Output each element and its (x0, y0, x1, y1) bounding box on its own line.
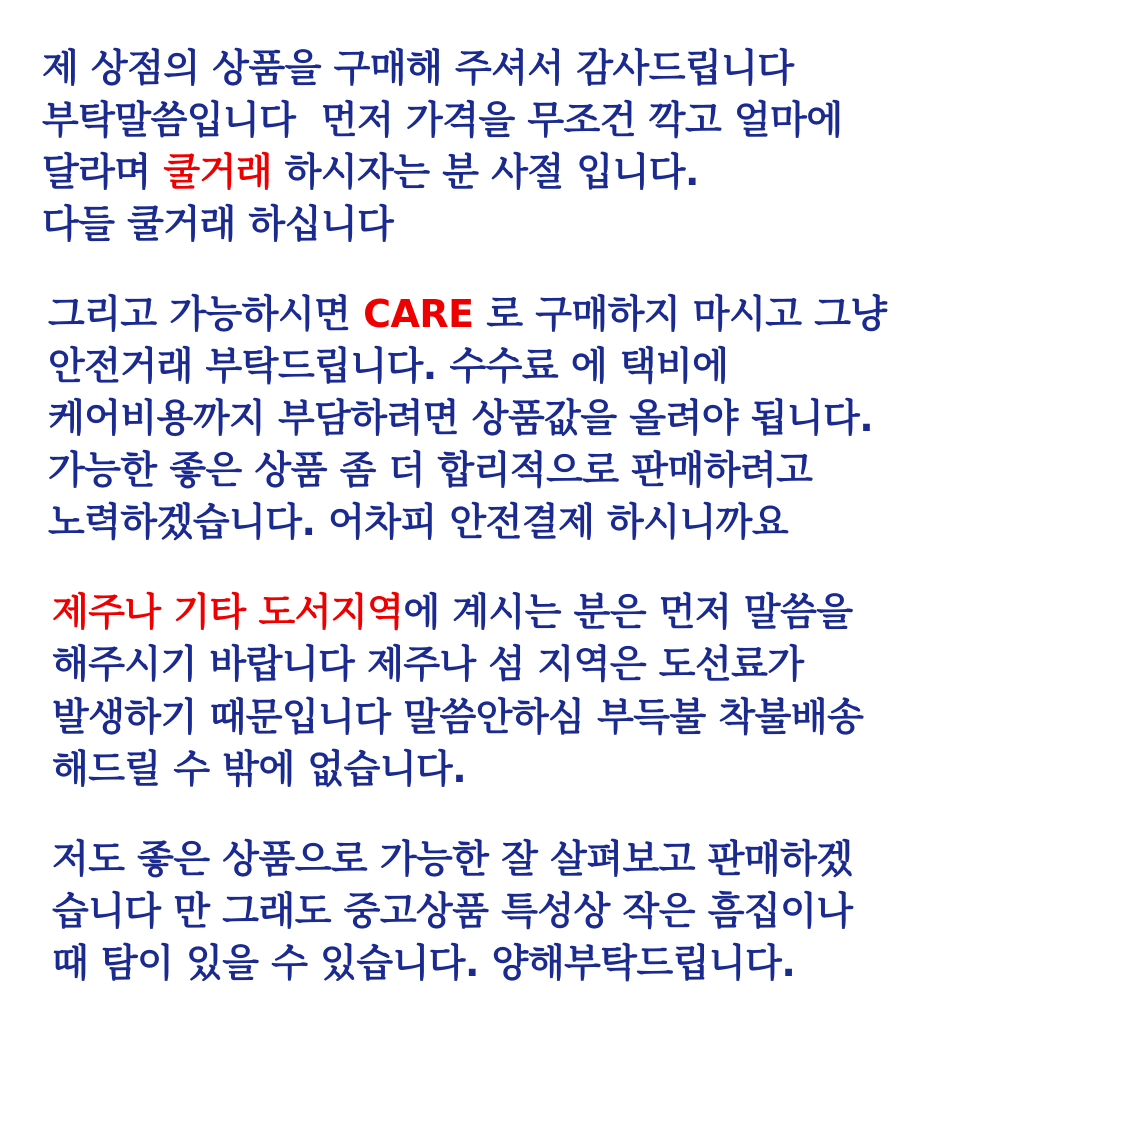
text-line (42, 392, 1085, 444)
text-segment: 부탁말씀입니다 먼저 가격을 무조건 깍고 얼마에 (42, 98, 843, 143)
text-segment: 해주시기 바랍니다 제주나 섬 지역은 도선료가 (52, 642, 804, 687)
highlighted-text: 쿨거래 (163, 150, 272, 195)
text-line (42, 288, 1085, 340)
text-segment: 달라며 (42, 150, 164, 195)
text-segment: 그리고 가능하시면 (48, 292, 364, 337)
text-segment: 노력하겠습니다. 어차피 안전결제 하시니까요 (48, 500, 789, 545)
text-segment: 안전거래 부탁드립니다. 수수료 에 택비에 (48, 344, 729, 389)
text-line (42, 94, 1085, 146)
text-segment: 해드릴 수 밖에 없습니다. (52, 746, 467, 791)
text-segment: 하시자는 분 사절 입니다. (271, 150, 699, 195)
paragraph (42, 833, 1085, 989)
text-segment: 발생하기 때문입니다 말씀안하심 부득불 착불배송 (52, 694, 864, 739)
text-segment: 제 상점의 상품을 구매해 주셔서 감사드립니다 (42, 46, 794, 90)
text-line (42, 743, 1085, 795)
text-line (42, 586, 1085, 638)
text-segment: 때 탐이 있을 수 있습니다. 양해부탁드립니다. (52, 940, 796, 985)
text-line (42, 198, 1085, 250)
text-line (42, 444, 1085, 496)
text-segment: 저도 좋은 상품으로 가능한 잘 살펴보고 판매하겠 (52, 836, 853, 881)
text-segment: 케어비용까지 부담하려면 상품값을 올려야 됩니다. (48, 396, 874, 441)
text-line (42, 937, 1085, 989)
highlighted-text: 제주나 기타 도서지역 (52, 590, 404, 635)
text-line (42, 638, 1085, 690)
text-line (42, 340, 1085, 392)
text-line (42, 496, 1085, 548)
text-segment: 에 계시는 분은 먼저 말씀을 (403, 590, 853, 635)
text-segment: 로 구매하지 마시고 그냥 (473, 292, 887, 337)
text-segment: 가능한 좋은 상품 좀 더 합리적으로 판매하려고 (48, 448, 813, 493)
notice-body (42, 42, 1085, 989)
text-line (42, 42, 1085, 94)
paragraph (42, 42, 1085, 250)
text-line (42, 885, 1085, 937)
paragraph (42, 586, 1085, 794)
paragraph (42, 288, 1085, 548)
text-segment: 습니다 만 그래도 중고상품 특성상 작은 흠집이나 (52, 888, 853, 933)
text-line (42, 833, 1085, 885)
text-line (42, 691, 1085, 743)
highlighted-text: CARE (363, 292, 474, 337)
text-line (42, 146, 1085, 198)
text-segment: 다들 쿨거래 하십니다 (42, 202, 394, 247)
